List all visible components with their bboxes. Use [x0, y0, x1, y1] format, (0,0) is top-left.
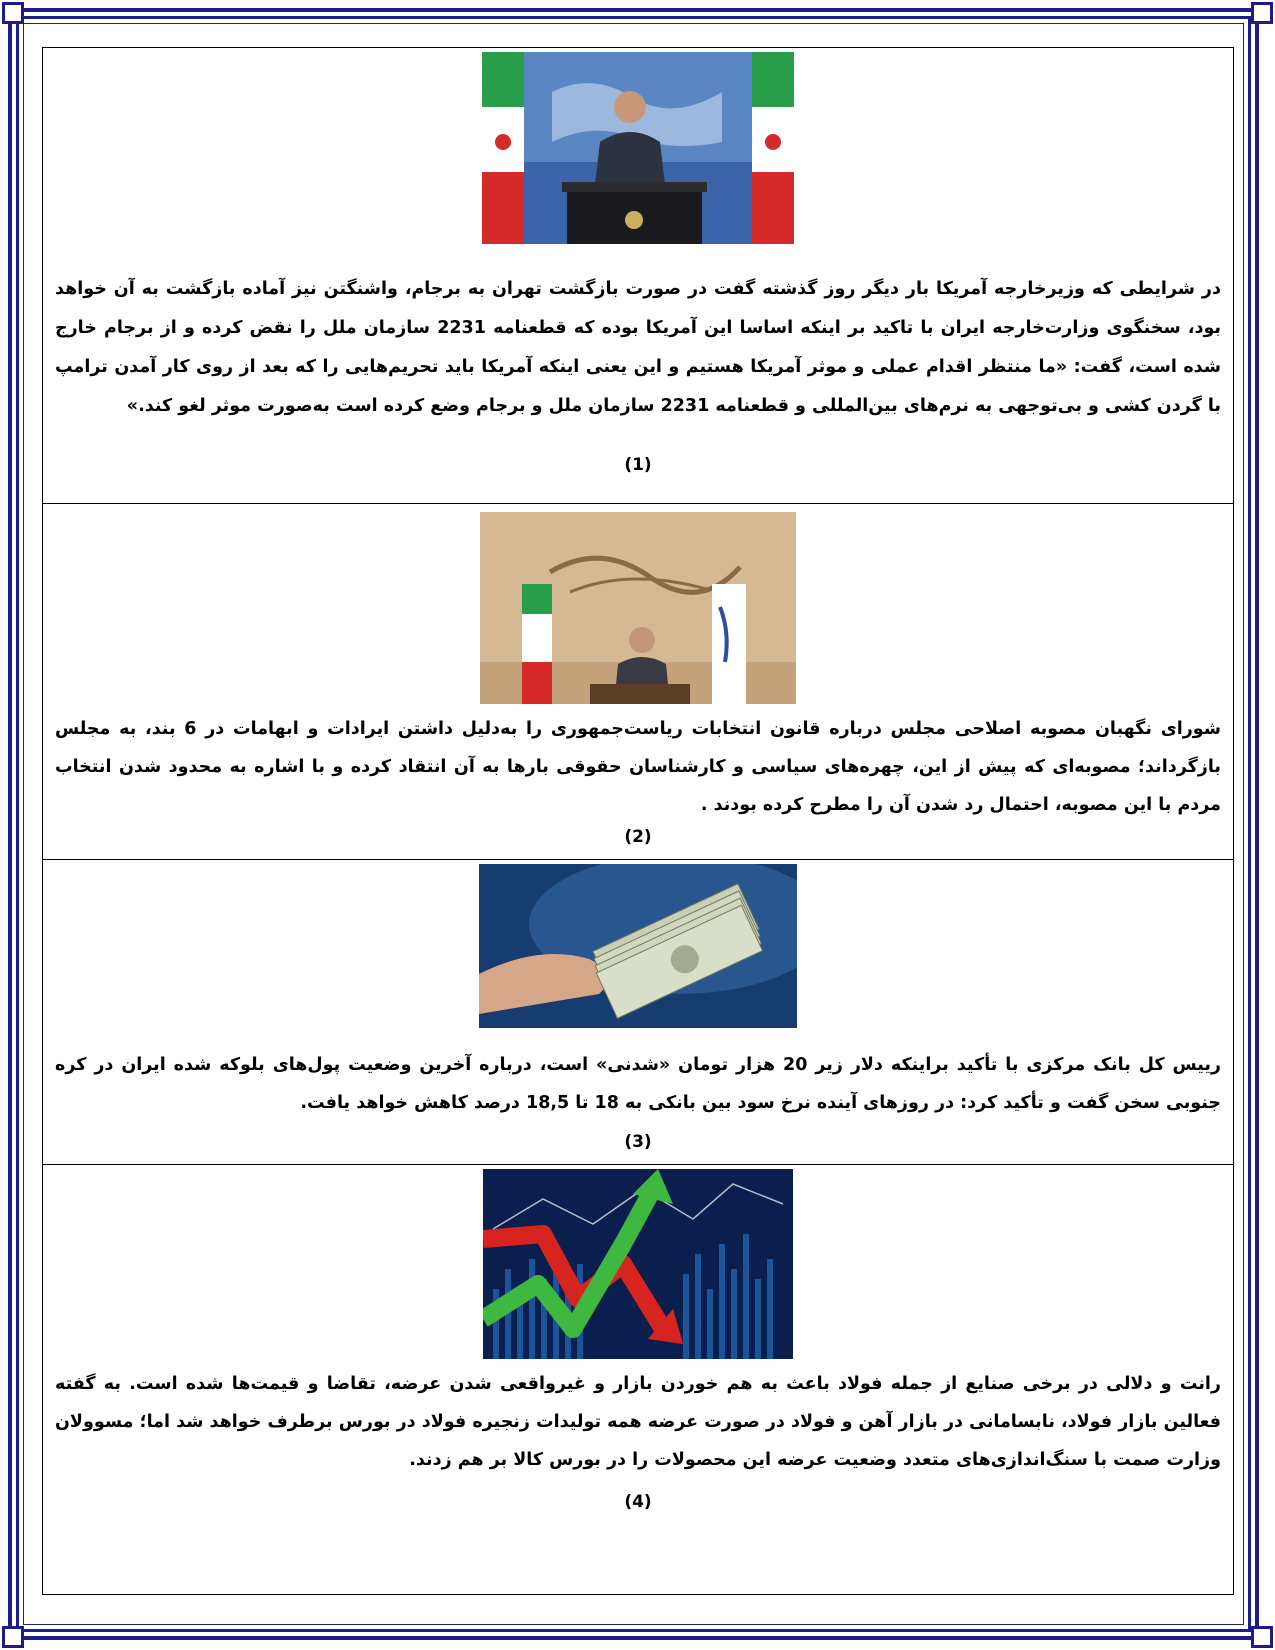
spokesman-photo [482, 52, 794, 244]
news-item-3-text: رییس کل بانک مرکزی با تأکید براینکه دلار زیر 20 هزار تومان «شدنی» است، درباره آخرین وضعیت پول‌های بلوکه شده ایران در کره جنوبی سخن گفت و تأکید کرد: در روزهای آینده نرخ سود بین بانکی به 18 تا 18,5 درصد کاهش خواهد یافت. [55, 1055, 1221, 1113]
news-item-2 [43, 503, 1233, 859]
news-items-box [42, 47, 1234, 1595]
dollar-banknotes-photo [479, 864, 797, 1028]
news-item-2-text: شورای نگهبان مصوبه اصلاحی مجلس درباره قانون انتخابات ریاست‌جمهوری را به‌دلیل داشتن ایرادات و ابهامات در 6 بند، به مجلس بازگرداند؛ مصوبه‌ای که پیش از این، چهره‌های سیاسی و کارشناسان حقوقی بارها به آن انتقاد کرده و با اشاره به محدود شدن انتخاب مردم با این مصوبه، احتمال رد شدن آن را مطرح کرده بودند . [55, 719, 1221, 815]
news-item-1-number: (1) [624, 455, 652, 475]
news-item-1-text: در شرایطی که وزیرخارجه آمریکا بار دیگر روز گذشته گفت در صورت بازگشت تهران به برجام، واشنگتن نیز آماده بازگشت به آن خواهد بود، سخنگوی وزارت‌خارجه ایران با تاکید بر اینکه اساسا این آمریکا بوده که قطعنامه 2231 سازمان ملل را نقض کرده و از برجام خارج شده است، گفت: «ما منتظر اقدام عملی و موثر آمریکا هستیم و این یعنی اینکه آمریکا باید تحریم‌هایی را که بعد از روی کار آمدن ترامپ با گردن کشی و بی‌توجهی به نرم‌های بین‌المللی و قطعنامه 2231 سازمان ملل و برجام وضع کرده است به‌صورت موثر لغو کند.» [55, 279, 1221, 416]
news-item-4-number: (4) [624, 1492, 652, 1512]
guardian-council-photo [480, 512, 796, 704]
corner-ornament [1251, 1626, 1273, 1648]
market-chart-photo [483, 1169, 793, 1359]
news-item-3-number: (3) [624, 1132, 652, 1152]
news-item-1 [43, 48, 1233, 503]
news-item-3 [43, 859, 1233, 1164]
news-item-4 [43, 1164, 1233, 1596]
news-item-4-text: رانت و دلالی در برخی صنایع از جمله فولاد باعث به هم خوردن بازار و غیرواقعی شدن عرضه، تقاضا و قیمت‌ها شده است. به گفته فعالین بازار فولاد، نابسامانی در بازار آهن و فولاد در صورت عرضه همه تولیدات زنجیره فولاد در بورس برطرف خواهد شد اما؛ مسوولان وزارت صمت با سنگ‌اندازی‌های متعدد وضعیت عرضه این محصولات را در بورس کالا بر هم زدند. [55, 1374, 1221, 1470]
corner-ornament [1251, 2, 1273, 24]
news-item-2-number: (2) [624, 827, 652, 847]
corner-ornament [2, 2, 24, 24]
corner-ornament [2, 1626, 24, 1648]
